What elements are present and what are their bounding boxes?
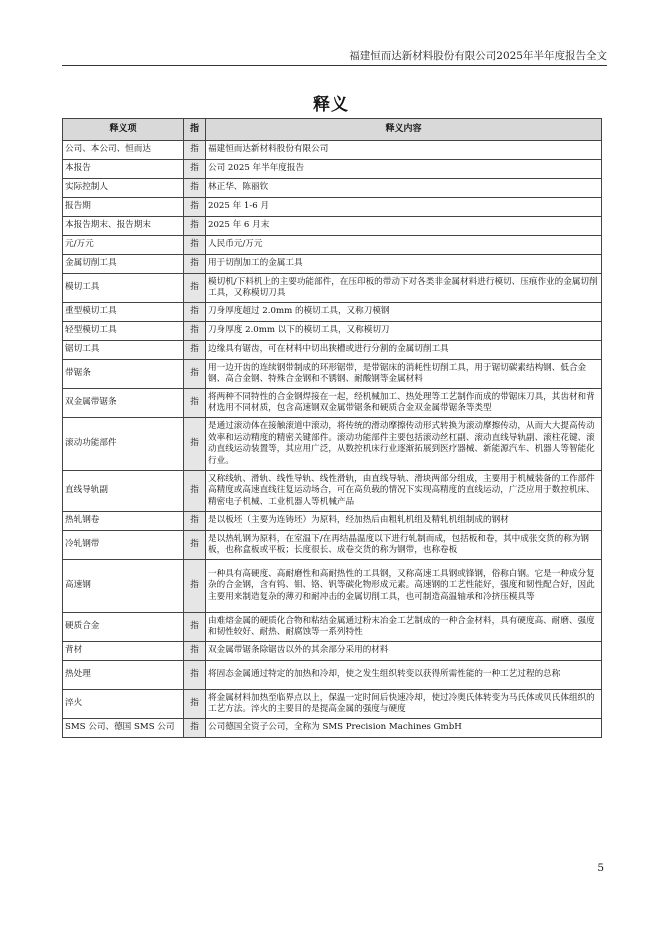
zhi-cell: 指 <box>184 255 206 274</box>
definition-cell: 人民币元/万元 <box>206 236 602 255</box>
zhi-cell: 指 <box>184 160 206 179</box>
term-cell: 带锯条 <box>63 360 184 389</box>
definition-cell: 是通过滚动体在接触滚道中滚动，将传统的滑动摩擦传动形式转换为滚动摩擦传动，从而大大提高传动效率和运动精度的精密关键部件。滚动功能部件主要包括滚动丝杠副、滚动直线导轨副、滚柱花键、滚动直线运动装置等，其应用广泛，从数控机床行业逐渐拓展到医疗器械、新能源汽车、机器人等智能化行业。 <box>206 418 602 471</box>
zhi-cell: 指 <box>184 141 206 160</box>
table-row <box>63 217 602 236</box>
term-cell: 金属切削工具 <box>63 255 184 274</box>
term-cell: 热轧钢卷 <box>63 512 184 531</box>
term-cell: 直线导轨副 <box>63 471 184 512</box>
definition-cell: 由难熔金属的硬质化合物和粘结金属通过粉末冶金工艺制成的一种合金材料，具有硬度高、耐磨、强度和韧性较好、耐热、耐腐蚀等一系列特性 <box>206 613 602 642</box>
table-row <box>63 471 602 512</box>
definition-cell: 公司德国全资子公司，全称为 SMS Precision Machines GmbH <box>206 719 602 738</box>
zhi-cell: 指 <box>184 418 206 471</box>
definitions-table <box>62 118 602 738</box>
zhi-cell: 指 <box>184 274 206 303</box>
definition-cell: 是以板坯（主要为连铸坯）为原料，经加热后由粗轧机组及精轧机组制成的钢材 <box>206 512 602 531</box>
definition-cell: 双金属带锯条除锯齿以外的其余部分采用的材料 <box>206 642 602 661</box>
header-text: 福建恒而达新材料股份有限公司2025年半年度报告全文 <box>349 50 607 62</box>
term-cell: 冷轧钢带 <box>63 531 184 560</box>
zhi-cell: 指 <box>184 471 206 512</box>
zhi-cell: 指 <box>184 341 206 360</box>
table-row <box>63 418 602 471</box>
definition-cell: 是以热轧钢为原料，在室温下/在再结晶温度以下进行轧制而成，包括板和卷，其中成张交货的称为钢板，也称盒板或平板；长度很长、成卷交货的称为钢带，也称卷板 <box>206 531 602 560</box>
term-cell: SMS 公司、德国 SMS 公司 <box>63 719 184 738</box>
definition-cell: 将金属材料加热至临界点以上，保温一定时间后快速冷却，使过冷奥氏体转变为马氏体或贝氏体组织的工艺方法。淬火的主要目的是提高金属的强度与硬度 <box>206 690 602 719</box>
table-row <box>63 236 602 255</box>
table-row <box>63 255 602 274</box>
term-cell: 淬火 <box>63 690 184 719</box>
term-cell: 高速钢 <box>63 560 184 613</box>
zhi-cell: 指 <box>184 661 206 690</box>
definition-cell: 模切机/下料机上的主要功能部件，在压印板的带动下对各类非金属材料进行模切、压痕作业的金属切削工具，又称模切刀具 <box>206 274 602 303</box>
table-row <box>63 512 602 531</box>
zhi-cell: 指 <box>184 217 206 236</box>
term-cell: 滚动功能部件 <box>63 418 184 471</box>
definition-cell: 将两种不同特性的合金钢焊接在一起，经机械加工、热处理等工艺制作而成的带锯床刀具，其齿材和背材选用不同材质，包含高速钢双金属带锯条和硬质合金双金属带锯条等类型 <box>206 389 602 418</box>
zhi-cell: 指 <box>184 198 206 217</box>
table-row <box>63 642 602 661</box>
table-row <box>63 322 602 341</box>
zhi-cell: 指 <box>184 303 206 322</box>
zhi-cell: 指 <box>184 360 206 389</box>
definition-cell: 刀身厚度 2.0mm 以下的模切工具，又称模切刀 <box>206 322 602 341</box>
table-row <box>63 141 602 160</box>
table-row <box>63 613 602 642</box>
header-divider <box>62 65 607 66</box>
definition-cell: 公司 2025 年半年度报告 <box>206 160 602 179</box>
zhi-cell: 指 <box>184 613 206 642</box>
term-cell: 公司、本公司、恒而达 <box>63 141 184 160</box>
zhi-cell: 指 <box>184 531 206 560</box>
table-row <box>63 719 602 738</box>
definition-cell: 又称线轨、滑轨、线性导轨、线性滑轨，由直线导轨、滑块两部分组成，主要用于机械装备的工作部件高精度或高速直线往复运动场合，可在高负载的情况下实现高精度的直线运动，广泛应用于数控机床、精密电子机械、工业机器人等机械产品 <box>206 471 602 512</box>
table-row <box>63 160 602 179</box>
definition-cell: 2025 年 6 月末 <box>206 217 602 236</box>
definition-cell: 边缘具有锯齿，可在材料中切出狭槽或进行分割的金属切削工具 <box>206 341 602 360</box>
definition-cell: 一种具有高硬度、高耐磨性和高耐热性的工具钢，又称高速工具钢或锋钢，俗称白钢。它是一种成分复杂的合金钢，含有钨、钼、铬、钒等碳化物形成元素。高速钢的工艺性能好，强度和韧性配合好，因此主要用来制造复杂的薄刃和耐冲击的金属切削工具，也可制造高温轴承和冷挤压模具等 <box>206 560 602 613</box>
table-row <box>63 389 602 418</box>
term-cell: 重型模切工具 <box>63 303 184 322</box>
header-zhi: 指 <box>184 119 206 141</box>
term-cell: 本报告 <box>63 160 184 179</box>
term-cell: 模切工具 <box>63 274 184 303</box>
zhi-cell: 指 <box>184 389 206 418</box>
header-definition: 释义内容 <box>206 119 602 141</box>
definition-cell: 2025 年 1-6 月 <box>206 198 602 217</box>
term-cell: 背材 <box>63 642 184 661</box>
definition-cell: 林正华、陈丽钦 <box>206 179 602 198</box>
table-row <box>63 531 602 560</box>
term-cell: 硬质合金 <box>63 613 184 642</box>
definition-cell: 用于切削加工的金属工具 <box>206 255 602 274</box>
page-number: 5 <box>597 862 604 874</box>
term-cell: 本报告期末、报告期末 <box>63 217 184 236</box>
table-header-row <box>63 119 602 141</box>
term-cell: 轻型模切工具 <box>63 322 184 341</box>
zhi-cell: 指 <box>184 560 206 613</box>
zhi-cell: 指 <box>184 322 206 341</box>
term-cell: 锯切工具 <box>63 341 184 360</box>
header-term: 释义项 <box>63 119 184 141</box>
term-cell: 热处理 <box>63 661 184 690</box>
table-row <box>63 341 602 360</box>
table-body <box>63 141 602 738</box>
page-title: 释义 <box>313 95 349 115</box>
definition-cell: 刀身厚度超过 2.0mm 的模切工具，又称刀模钢 <box>206 303 602 322</box>
table-row <box>63 303 602 322</box>
zhi-cell: 指 <box>184 719 206 738</box>
zhi-cell: 指 <box>184 690 206 719</box>
definition-cell: 将固态金属通过特定的加热和冷却，使之发生组织转变以获得所需性能的一种工艺过程的总称 <box>206 661 602 690</box>
table-row <box>63 274 602 303</box>
term-cell: 元/万元 <box>63 236 184 255</box>
zhi-cell: 指 <box>184 512 206 531</box>
table-row <box>63 560 602 613</box>
table-row <box>63 661 602 690</box>
table-row <box>63 690 602 719</box>
zhi-cell: 指 <box>184 642 206 661</box>
table-row <box>63 198 602 217</box>
definition-cell: 用一边开齿的连续钢带制成的环形锯带，是带锯床的消耗性切削工具，用于锯切碳素结构钢、低合金钢、高合金钢、特殊合金钢和不锈钢、耐酸钢等金属材料 <box>206 360 602 389</box>
definition-cell: 福建恒而达新材料股份有限公司 <box>206 141 602 160</box>
table-row <box>63 360 602 389</box>
table-row <box>63 179 602 198</box>
term-cell: 实际控制人 <box>63 179 184 198</box>
term-cell: 报告期 <box>63 198 184 217</box>
zhi-cell: 指 <box>184 179 206 198</box>
zhi-cell: 指 <box>184 236 206 255</box>
term-cell: 双金属带锯条 <box>63 389 184 418</box>
